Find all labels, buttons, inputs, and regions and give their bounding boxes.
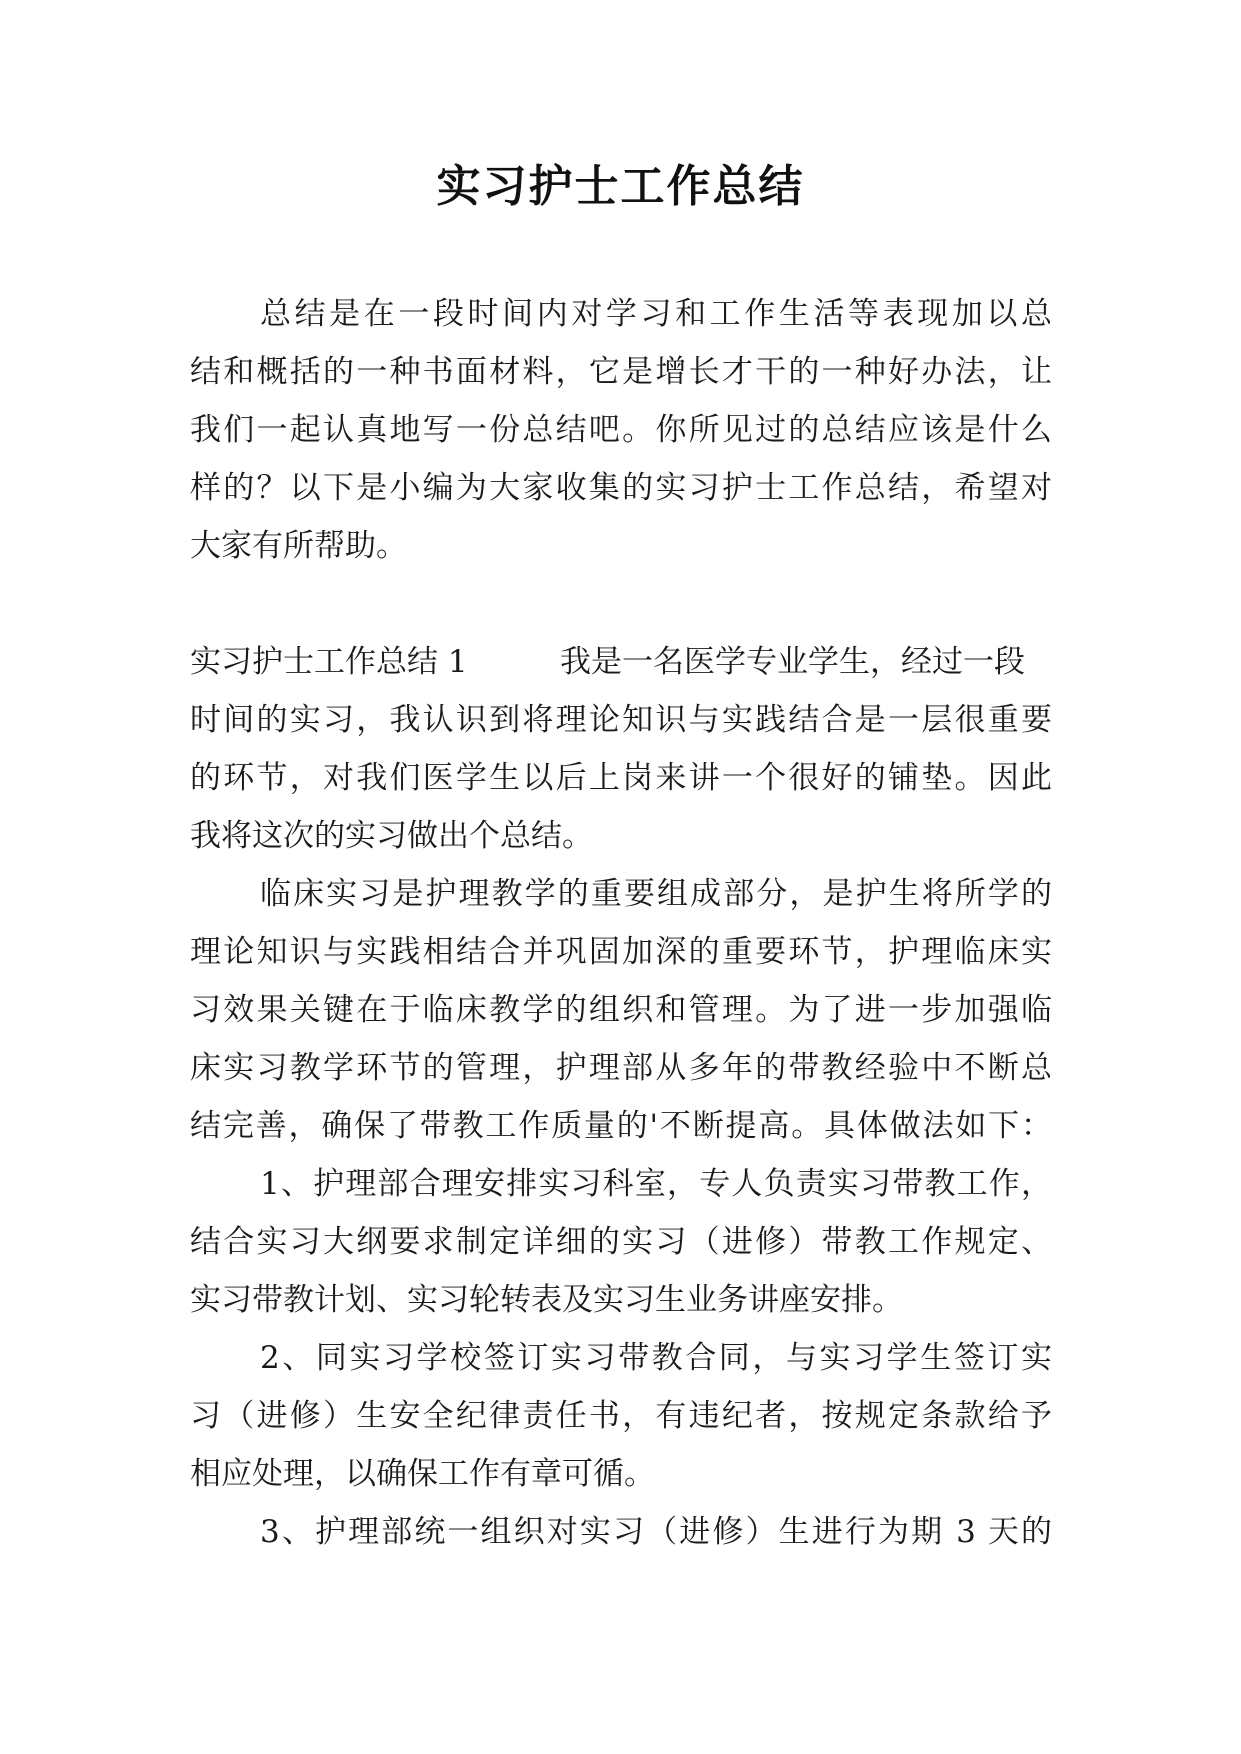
section-1-paragraph xyxy=(190,633,1052,865)
section-1-line: 我将这次的实习做出个总结。 xyxy=(190,818,593,854)
list-item-line: 实习带教计划、实习轮转表及实习生业务讲座安排。 xyxy=(190,1282,903,1318)
intro-line: 我们一起认真地写一份总结吧。你所见过的总结应该是什么 xyxy=(190,412,1052,448)
paragraph-line: 结完善，确保了带教工作质量的'不断提高。具体做法如下： xyxy=(190,1108,1052,1144)
clinical-practice-paragraph xyxy=(190,865,1052,1155)
list-item-line: 3、护理部统一组织对实习（进修）生进行为期 3 天的 xyxy=(260,1514,1052,1550)
list-item-3 xyxy=(190,1503,1052,1561)
intro-paragraph xyxy=(190,285,1052,575)
paragraph-line: 习效果关键在于临床教学的组织和管理。为了进一步加强临 xyxy=(190,992,1052,1028)
list-item-line: 1、护理部合理安排实习科室，专人负责实习带教工作， xyxy=(260,1166,1052,1202)
section-1-heading: 实习护士工作总结 1 xyxy=(190,644,468,680)
document-title: 实习护士工作总结 xyxy=(436,161,805,212)
paragraph-line: 床实习教学环节的管理，护理部从多年的带教经验中不断总 xyxy=(190,1050,1052,1086)
list-item-line: 2、同实习学校签订实习带教合同，与实习学生签订实 xyxy=(260,1340,1052,1376)
intro-line: 总结是在一段时间内对学习和工作生活等表现加以总 xyxy=(260,296,1052,332)
paragraph-spacer xyxy=(190,575,1052,633)
list-item-2 xyxy=(190,1329,1052,1503)
intro-line: 结和概括的一种书面材料，它是增长才干的一种好办法，让 xyxy=(190,354,1052,390)
section-1-first-line xyxy=(190,633,1052,691)
list-item-line: 习（进修）生安全纪律责任书，有违纪者，按规定条款给予 xyxy=(190,1398,1052,1434)
section-1-first-line-text: 我是一名医学专业学生，经过一段 xyxy=(560,644,1025,680)
paragraph-line: 理论知识与实践相结合并巩固加深的重要环节，护理临床实 xyxy=(190,934,1052,970)
document-body xyxy=(190,285,1052,1561)
paragraph-line: 临床实习是护理教学的重要组成部分，是护生将所学的 xyxy=(260,876,1052,912)
intro-line: 大家有所帮助。 xyxy=(190,528,407,564)
section-1-line: 时间的实习，我认识到将理论知识与实践结合是一层很重要 xyxy=(190,702,1052,738)
intro-line: 样的？以下是小编为大家收集的实习护士工作总结，希望对 xyxy=(190,470,1052,506)
section-1-line: 的环节，对我们医学生以后上岗来讲一个很好的铺垫。因此 xyxy=(190,760,1052,796)
list-item-line: 相应处理，以确保工作有章可循。 xyxy=(190,1456,655,1492)
list-item-line: 结合实习大纲要求制定详细的实习（进修）带教工作规定、 xyxy=(190,1224,1052,1260)
list-item-1 xyxy=(190,1155,1052,1329)
